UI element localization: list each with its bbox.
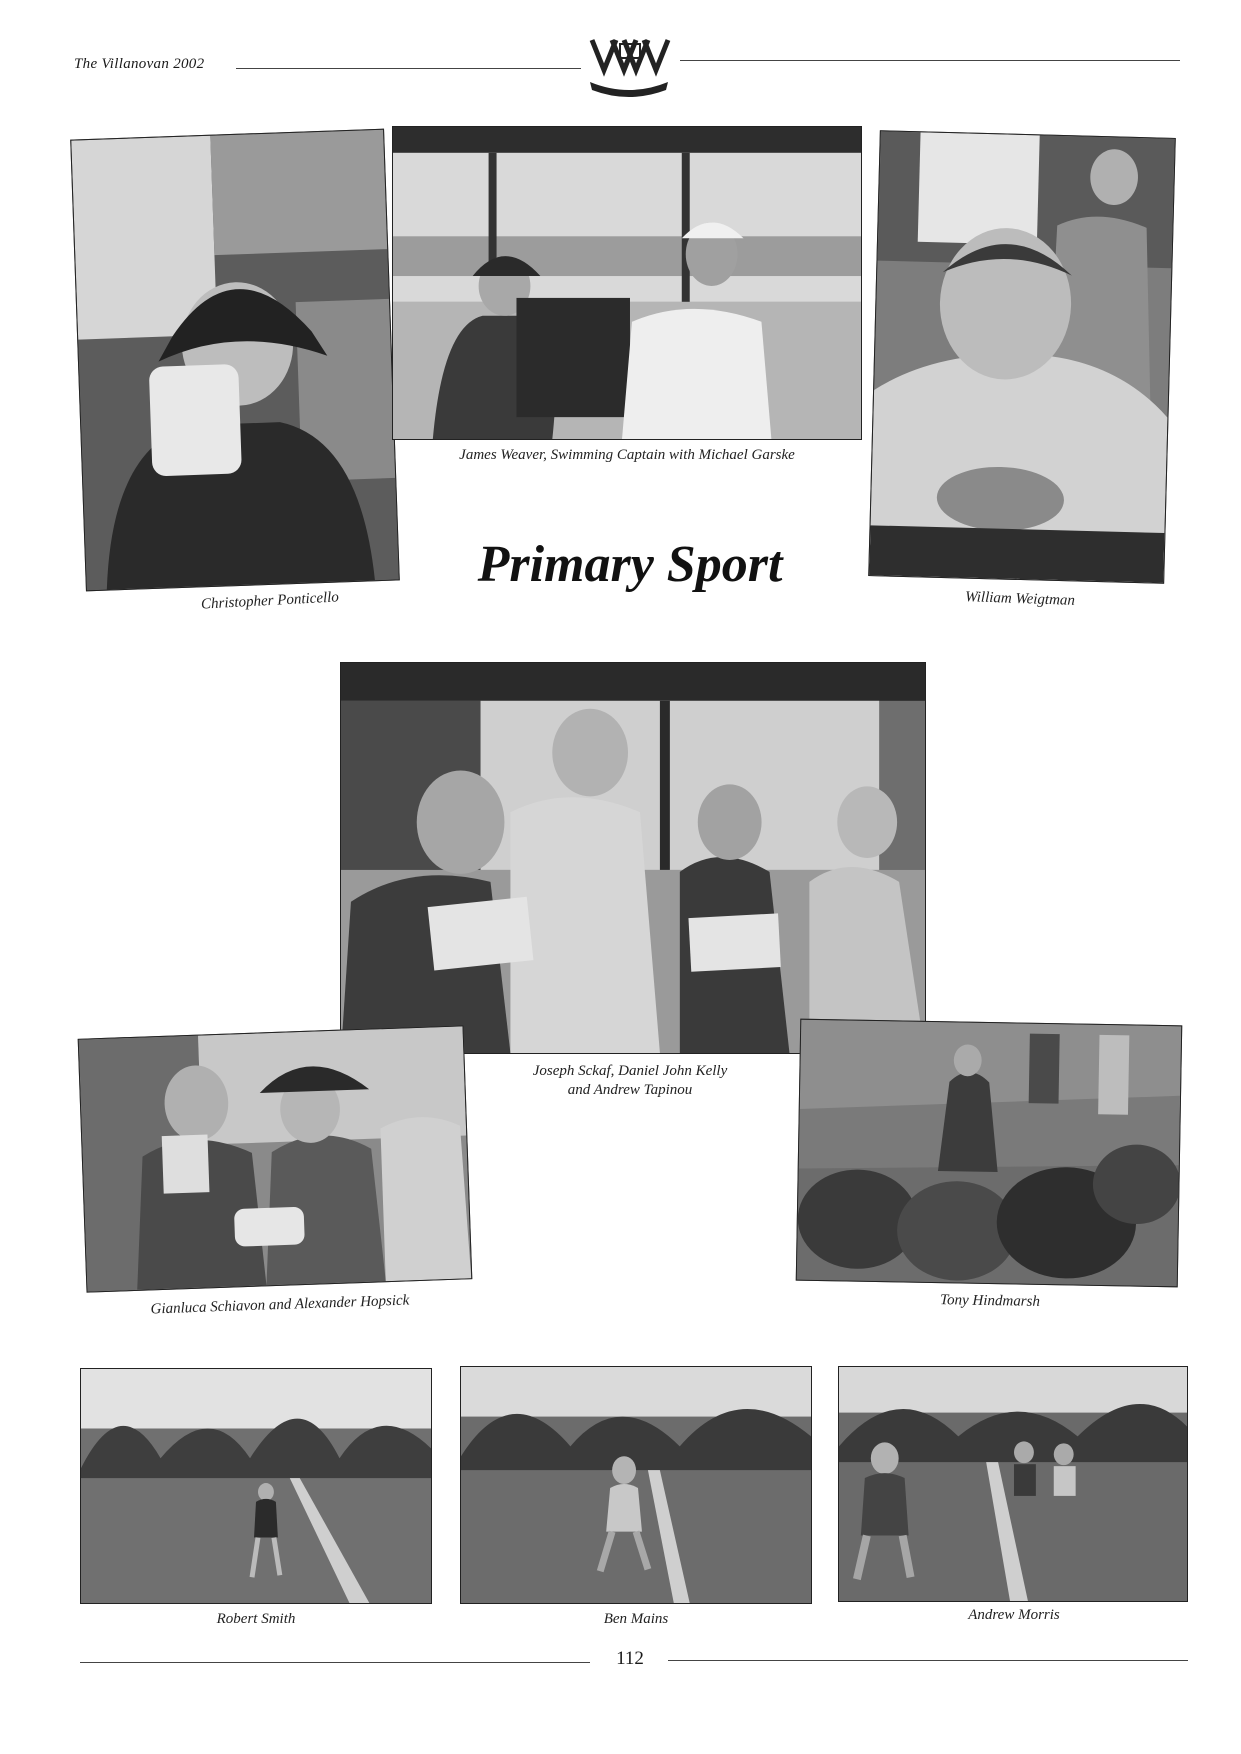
- caption-william: William Weigtman: [964, 589, 1076, 609]
- header-rule-right: [680, 60, 1180, 61]
- caption-tony: Tony Hindmarsh: [939, 1292, 1041, 1310]
- caption-andrew: Andrew Morris: [968, 1607, 1060, 1623]
- caption-christopher: Christopher Ponticello: [200, 589, 340, 613]
- caption-joseph-line2: and Andrew Tapinou: [567, 1082, 693, 1098]
- school-crest-logo: [586, 36, 672, 98]
- page-number: 112: [616, 1648, 644, 1669]
- photo-reward-voucher-winners: [340, 662, 926, 1054]
- publication-title: The Villanovan 2002: [74, 56, 205, 72]
- photo-james-weaver: [392, 126, 862, 440]
- page-title: Primary Sport: [477, 536, 783, 593]
- photo-ben-mains: [460, 1366, 812, 1604]
- photo-robert-smith: [80, 1368, 432, 1604]
- caption-ben: Ben Mains: [603, 1611, 669, 1627]
- header-rule-left: [236, 68, 581, 69]
- photo-tony-hindmarsh: [796, 1019, 1183, 1288]
- caption-joseph-line1: Joseph Sckaf, Daniel John Kelly: [532, 1063, 728, 1079]
- photo-christopher-ponticello: [70, 129, 400, 592]
- caption-gianluca: Gianluca Schiavon and Alexander Hopsick: [150, 1292, 410, 1318]
- caption-robert: Robert Smith: [216, 1611, 296, 1627]
- photo-william-weigtman: [868, 130, 1176, 584]
- footer-rule-left: [80, 1662, 590, 1663]
- footer-rule-right: [668, 1660, 1188, 1661]
- photo-andrew-morris: [838, 1366, 1188, 1602]
- photo-gianluca-and-alexander: [78, 1025, 473, 1292]
- caption-james: James Weaver, Swimming Captain with Michael Garske: [459, 447, 795, 463]
